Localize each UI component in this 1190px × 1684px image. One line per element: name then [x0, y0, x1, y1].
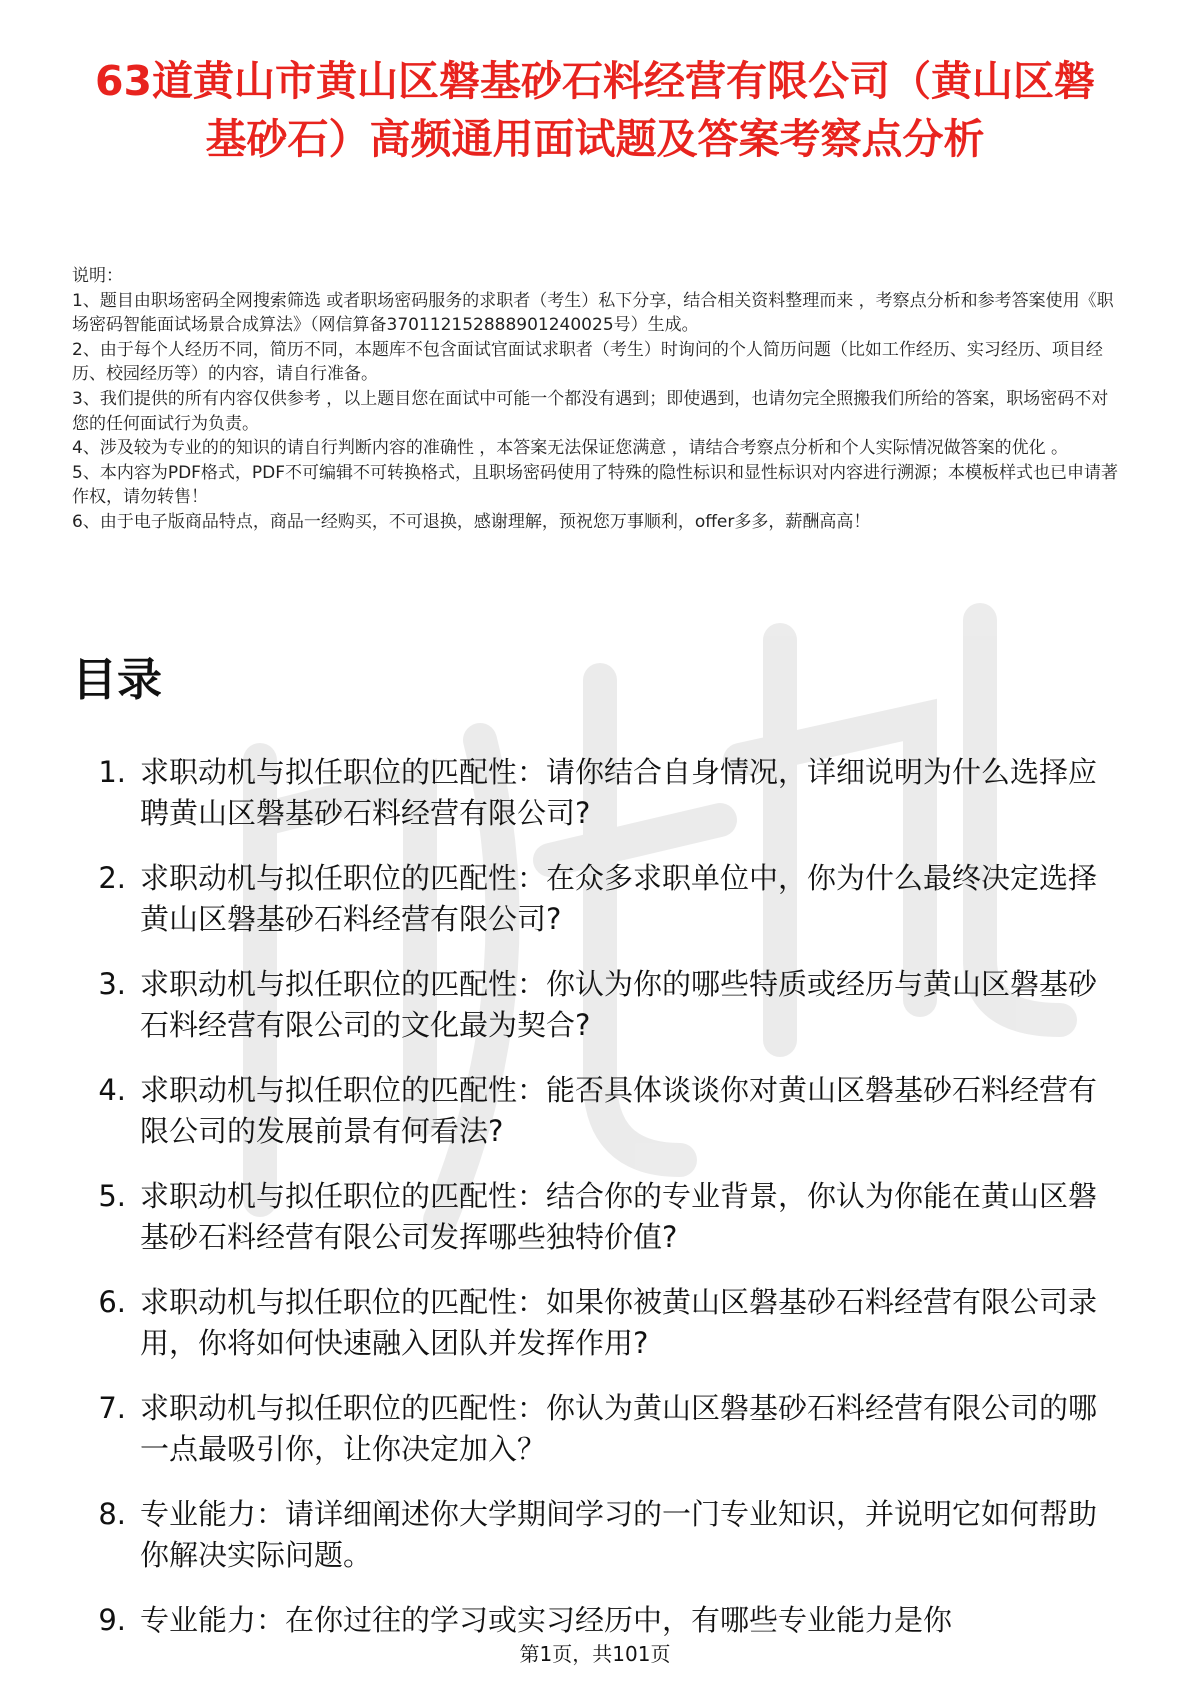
notes-item: 5、本内容为PDF格式，PDF不可编辑不可转换格式，且职场密码使用了特殊的隐性标识和显性标识对内容进行溯源；本模板样式也已申请著作权，请勿转售！	[72, 462, 1119, 508]
notes-heading: 说明：	[72, 266, 123, 286]
toc-item[interactable]	[72, 964, 1124, 1046]
notes-item: 1、题目由职场密码全网搜索筛选 或者职场密码服务的求职者（考生）私下分享，结合相关资料整理而来 ，考察点分析和参考答案使用《职场密码智能面试场景合成算法》（网信算备370112152888901240025号）生成。	[72, 290, 1114, 336]
toc-item-number: 1.	[98, 755, 126, 789]
toc-item-number: 9.	[98, 1603, 126, 1637]
toc-item-text: 专业能力：请详细阐述你大学期间学习的一门专业知识，并说明它如何帮助你解决实际问题。	[140, 1497, 1098, 1572]
toc-item-text: 求职动机与拟任职位的匹配性：你认为你的哪些特质或经历与黄山区磐基砂石料经营有限公司的文化最为契合?	[140, 967, 1098, 1042]
toc-heading: 目录	[72, 653, 163, 706]
toc-item[interactable]	[72, 752, 1124, 834]
toc-item-number: 2.	[98, 861, 126, 895]
notes-item: 3、我们提供的所有内容仅供参考 ，以上题目您在面试中可能一个都没有遇到；即使遇到，也请勿完全照搬我们所给的答案，职场密码不对您的任何面试行为负责。	[72, 388, 1109, 434]
toc-item[interactable]	[72, 1388, 1124, 1470]
toc-item-number: 7.	[98, 1391, 126, 1425]
toc-item-text: 专业能力：在你过往的学习或实习经历中，有哪些专业能力是你	[140, 1603, 953, 1637]
toc-item-text: 求职动机与拟任职位的匹配性：结合你的专业背景，你认为你能在黄山区磐基砂石料经营有限公司发挥哪些独特价值?	[140, 1179, 1098, 1254]
toc-item[interactable]	[72, 858, 1124, 940]
toc-item-text: 求职动机与拟任职位的匹配性：如果你被黄山区磐基砂石料经营有限公司录用，你将如何快速融入团队并发挥作用?	[140, 1285, 1098, 1360]
notes-item: 2、由于每个人经历不同，简历不同，本题库不包含面试官面试求职者（考生）时询问的个人简历问题（比如工作经历、实习经历、项目经历、校园经历等）的内容，请自行准备。	[72, 339, 1103, 385]
toc-item-number: 5.	[98, 1179, 126, 1213]
toc-item[interactable]	[72, 1176, 1124, 1258]
toc-item-number: 4.	[98, 1073, 126, 1107]
table-of-contents	[72, 752, 1124, 1665]
toc-item-text: 求职动机与拟任职位的匹配性：你认为黄山区磐基砂石料经营有限公司的哪一点最吸引你，让你决定加入？	[140, 1391, 1098, 1466]
toc-item-number: 8.	[98, 1497, 126, 1531]
toc-item-text: 求职动机与拟任职位的匹配性：请你结合自身情况，详细说明为什么选择应聘黄山区磐基砂石料经营有限公司?	[140, 755, 1098, 830]
notes-item: 6、由于电子版商品特点，商品一经购买，不可退换，感谢理解，预祝您万事顺利，offer多多，薪酬高高！	[72, 511, 871, 532]
page-number-footer: 第1页，共101页	[519, 1642, 671, 1666]
toc-item[interactable]	[72, 1070, 1124, 1152]
disclaimer-notes	[72, 264, 1124, 535]
toc-item[interactable]	[72, 1282, 1124, 1364]
toc-item-number: 6.	[98, 1285, 126, 1319]
toc-item[interactable]	[72, 1600, 1124, 1641]
toc-item-text: 求职动机与拟任职位的匹配性：在众多求职单位中，你为什么最终决定选择黄山区磐基砂石料经营有限公司?	[140, 861, 1098, 936]
toc-item-number: 3.	[98, 967, 126, 1001]
notes-item: 4、涉及较为专业的的知识的请自行判断内容的准确性 ，本答案无法保证您满意 ，请结合考察点分析和个人实际情况做答案的优化 。	[72, 438, 1069, 459]
toc-item-text: 求职动机与拟任职位的匹配性：能否具体谈谈你对黄山区磐基砂石料经营有限公司的发展前景有何看法?	[140, 1073, 1098, 1148]
document-title: 63道黄山市黄山区磐基砂石料经营有限公司（黄山区磐基砂石）高频通用面试题及答案考察点分析	[94, 57, 1096, 163]
toc-item[interactable]	[72, 1494, 1124, 1576]
